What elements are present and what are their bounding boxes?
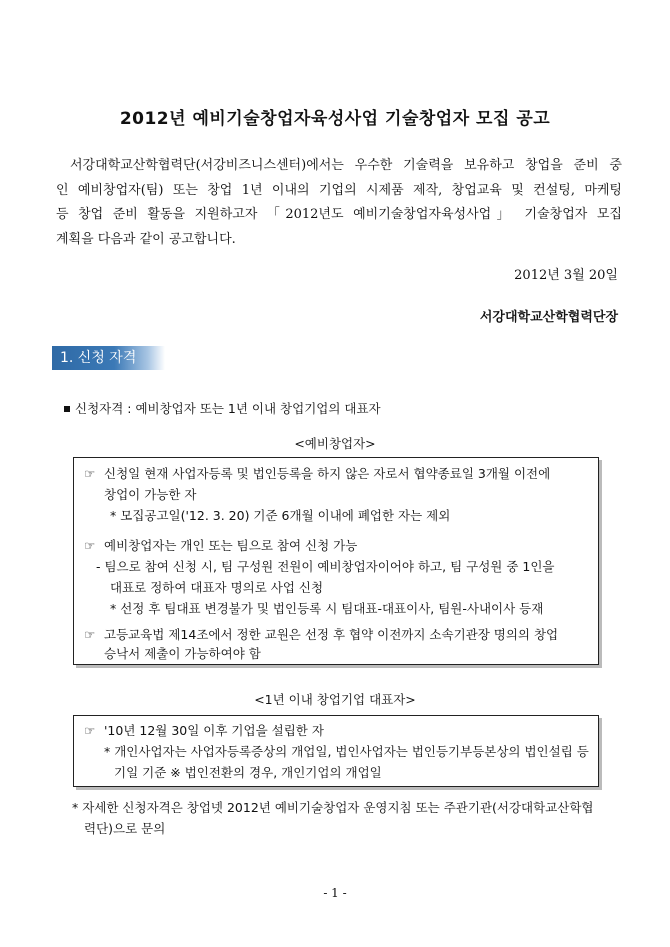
footnote — [72, 797, 594, 839]
pointing-hand-icon: ☞ — [84, 627, 96, 642]
page-title: 2012년 예비기술창업자육성사업 기술창업자 모집 공고 — [119, 109, 551, 129]
list-item: ☞ 고등교육법 제14조에서 정한 교원은 선정 후 협약 이전까지 소속기관장 명의의 창업 — [84, 625, 558, 645]
list-item: * 선정 후 팀대표 변경불가 및 법인등록 시 팀대표-대표이사, 팀원-사내이사 등재 — [110, 601, 544, 616]
startup-ceo-box — [73, 715, 599, 787]
box1-heading: <예비창업자> — [294, 436, 376, 451]
footnote-line: 력단)으로 문의 — [84, 821, 166, 836]
list-item: - 팀으로 참여 신청 시, 팀 구성원 전원이 예비창업자이어야 하고, 팀 구성원 중 1인을 — [96, 559, 555, 574]
list-item: * 모집공고일('12. 3. 20) 기준 6개월 이내에 폐업한 자는 제외 — [110, 508, 451, 523]
box2-heading: <1년 이내 창업기업 대표자> — [254, 692, 416, 707]
square-bullet-icon — [64, 406, 70, 412]
intro-line: 인 예비창업자(팀) 또는 창업 1년 이내의 기업의 시제품 제작, 창업교육 및 컨설팅, 마케팅 — [56, 182, 622, 198]
list-item: ☞ '10년 12월 30일 이후 기업을 설립한 자 — [84, 721, 324, 741]
intro-line: 계획을 다음과 같이 공고합니다. — [56, 231, 236, 247]
footnote-line: * 자세한 신청자격은 창업넷 2012년 예비기술창업자 운영지침 또는 주관기관(서강대학교산학협 — [72, 800, 594, 815]
section-heading: 1. 신청 자격 — [52, 346, 165, 370]
pointing-hand-icon: ☞ — [84, 723, 96, 738]
intro-paragraph — [56, 154, 622, 252]
page-number: - 1 - — [323, 886, 347, 900]
pre-founder-box — [73, 457, 599, 665]
list-item: * 개인사업자는 사업자등록증상의 개업일, 법인사업자는 법인등기부등본상의 법인설립 등 — [104, 744, 589, 759]
qualification-text: 신청자격 : 예비창업자 또는 1년 이내 창업기업의 대표자 — [75, 401, 381, 416]
list-item: 대표로 정하여 대표자 명의로 사업 신청 — [110, 580, 324, 595]
intro-line: 등 창업 준비 활동을 지원하고자 「2012년도 예비기술창업자육성사업」 기술창업자 모집 — [56, 207, 622, 222]
pointing-hand-icon: ☞ — [84, 466, 96, 481]
list-item: ☞ 예비창업자는 개인 또는 팀으로 참여 신청 가능 — [84, 536, 357, 556]
list-item: 기일 기준 ※ 법인전환의 경우, 개인기업의 개업일 — [114, 765, 382, 780]
announcement-date: 2012년 3월 20일 — [514, 268, 618, 283]
list-item: 창업이 가능한 자 — [104, 487, 197, 502]
issuer-name: 서강대학교산학협력단장 — [479, 310, 618, 325]
list-item: 승낙서 제출이 가능하여야 함 — [104, 646, 261, 661]
intro-line: 서강대학교산학협력단(서강비즈니스센터)에서는 우수한 기술력을 보유하고 창업을 준비 중 — [70, 158, 622, 173]
list-item: ☞ 신청일 현재 사업자등록 및 법인등록을 하지 않은 자로서 협약종료일 3개월 이전에 — [84, 464, 550, 484]
pointing-hand-icon: ☞ — [84, 538, 96, 553]
qualification-summary — [64, 399, 381, 417]
